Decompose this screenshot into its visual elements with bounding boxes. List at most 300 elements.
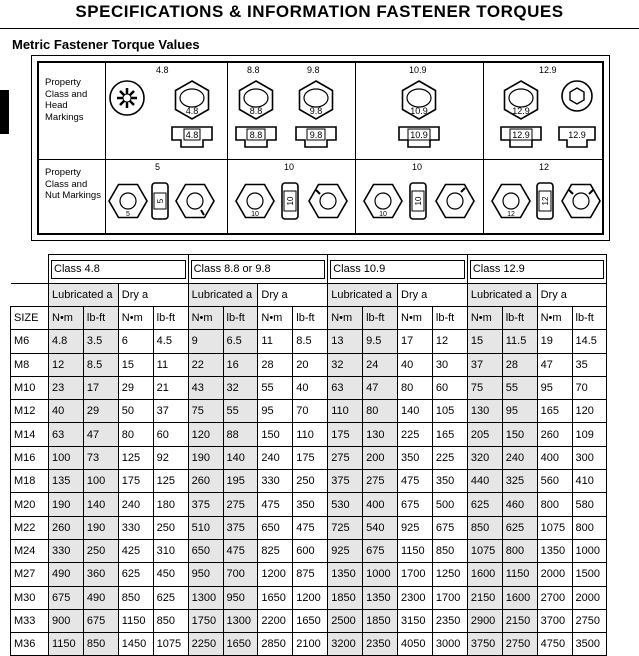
torque-cell: 475: [258, 493, 293, 516]
table-row: [11, 609, 607, 632]
table-row: [11, 493, 607, 516]
torque-cell: 190: [83, 516, 118, 539]
unit-header-lbft: lb-ft: [363, 307, 398, 330]
torque-cell: 22: [188, 353, 223, 376]
size-cell: M20: [11, 493, 49, 516]
torque-cell: 73: [83, 446, 118, 469]
torque-cell: 23: [49, 376, 84, 399]
torque-cell: 21: [153, 376, 188, 399]
torque-cell: 850: [118, 586, 153, 609]
torque-cell: 800: [502, 539, 537, 562]
svg-text:9.8: 9.8: [309, 130, 323, 140]
torque-cell: 530: [328, 493, 363, 516]
torque-cell: 950: [188, 563, 223, 586]
unit-header-nm: N•m: [398, 307, 433, 330]
torque-cell: 1075: [467, 539, 502, 562]
nut-side-icon: [537, 183, 553, 219]
title-rule: [0, 28, 639, 29]
svg-text:5: 5: [126, 211, 130, 218]
torque-cell: 2000: [572, 586, 607, 609]
class-header: Class 4.8: [49, 255, 189, 284]
torque-cell: 37: [467, 353, 502, 376]
unit-header-nm: N•m: [188, 307, 223, 330]
hex-head-icon: [403, 81, 436, 119]
torque-cell: 55: [223, 400, 258, 423]
torque-cell: 2700: [537, 586, 572, 609]
torque-cell: 310: [153, 539, 188, 562]
torque-cell: 60: [153, 423, 188, 446]
table-row: [11, 539, 607, 562]
blank-corner-cell: [11, 255, 49, 284]
bolt-side-icon: [501, 127, 541, 147]
svg-text:8.8: 8.8: [249, 130, 263, 140]
hex-nut-notched-icon: [309, 185, 347, 218]
torque-cell: 225: [432, 446, 467, 469]
svg-text:10: 10: [251, 211, 259, 218]
torque-cell: 80: [398, 376, 433, 399]
size-cell: M30: [11, 586, 49, 609]
torque-cell: 109: [572, 423, 607, 446]
unit-header-nm: N•m: [537, 307, 572, 330]
torque-cell: 16: [223, 353, 258, 376]
unit-header-nm: N•m: [258, 307, 293, 330]
torque-cell: 3150: [398, 609, 433, 632]
torque-cell: 150: [258, 423, 293, 446]
torque-cell: 2500: [328, 609, 363, 632]
nut-grade-label: 10: [284, 162, 295, 172]
torque-cell: 850: [467, 516, 502, 539]
table-row: [11, 633, 607, 656]
torque-cell: 800: [572, 516, 607, 539]
torque-cell: 2150: [502, 609, 537, 632]
socket-bolt-side-icon: [559, 127, 595, 147]
torque-cell: 500: [432, 493, 467, 516]
torque-cell: 47: [363, 376, 398, 399]
torque-cell: 130: [363, 423, 398, 446]
torque-cell: 135: [49, 470, 84, 493]
torque-cell: 300: [572, 446, 607, 469]
svg-text:10: 10: [414, 196, 423, 206]
torque-cell: 440: [467, 470, 502, 493]
torque-cell: 80: [118, 423, 153, 446]
torque-cell: 60: [432, 376, 467, 399]
size-cell: M10: [11, 376, 49, 399]
torque-cell: 70: [293, 400, 328, 423]
torque-cell: 1200: [258, 563, 293, 586]
class-header-row: [11, 255, 607, 284]
torque-cell: 375: [188, 493, 223, 516]
bolt-side-icon: [236, 127, 276, 147]
unit-header-nm: N•m: [118, 307, 153, 330]
torque-cell: 2850: [258, 633, 293, 656]
torque-cell: 1700: [398, 563, 433, 586]
torque-cell: 175: [118, 470, 153, 493]
torque-cell: 900: [49, 609, 84, 632]
torque-cell: 490: [49, 563, 84, 586]
torque-cell: 32: [328, 353, 363, 376]
torque-cell: 275: [223, 493, 258, 516]
torque-cell: 70: [572, 376, 607, 399]
torque-cell: 490: [83, 586, 118, 609]
torque-cell: 14.5: [572, 330, 607, 353]
torque-cell: 560: [537, 470, 572, 493]
torque-cell: 725: [328, 516, 363, 539]
torque-cell: 320: [467, 446, 502, 469]
torque-cell: 63: [49, 423, 84, 446]
torque-table: [10, 254, 607, 656]
blank-corner-cell: [11, 284, 49, 307]
markings-figure: [31, 55, 610, 241]
torque-cell: 95: [537, 376, 572, 399]
torque-cell: 425: [118, 539, 153, 562]
torque-cell: 650: [188, 539, 223, 562]
nut-grade-label: 5: [155, 162, 161, 172]
size-cell: M33: [11, 609, 49, 632]
torque-cell: 580: [572, 493, 607, 516]
torque-cell: 625: [502, 516, 537, 539]
torque-cell: 410: [572, 470, 607, 493]
torque-cell: 600: [293, 539, 328, 562]
bolt-side-icon: [296, 127, 336, 147]
table-row: [11, 563, 607, 586]
torque-cell: 475: [293, 516, 328, 539]
markings-illustrations: [39, 63, 606, 237]
torque-cell: 63: [328, 376, 363, 399]
torque-cell: 1250: [432, 563, 467, 586]
torque-cell: 1300: [223, 609, 258, 632]
torque-cell: 825: [258, 539, 293, 562]
size-cell: M22: [11, 516, 49, 539]
torque-cell: 1650: [293, 609, 328, 632]
torque-cell: 675: [432, 516, 467, 539]
hex-head-icon: [176, 81, 209, 119]
dry-header: Dry a: [537, 284, 607, 307]
size-cell: M27: [11, 563, 49, 586]
torque-cell: 240: [502, 446, 537, 469]
torque-cell: 100: [49, 446, 84, 469]
torque-cell: 120: [572, 400, 607, 423]
torque-cell: 675: [83, 609, 118, 632]
size-cell: M16: [11, 446, 49, 469]
svg-text:12.9: 12.9: [512, 130, 530, 140]
torque-cell: 180: [153, 493, 188, 516]
torque-cell: 240: [258, 446, 293, 469]
torque-cell: 1750: [188, 609, 223, 632]
table-row: [11, 516, 607, 539]
lubricated-header: Lubricated a: [188, 284, 258, 307]
nut-side-icon: [282, 183, 298, 219]
torque-cell: 850: [83, 633, 118, 656]
torque-cell: 80: [363, 400, 398, 423]
torque-cell: 1600: [467, 563, 502, 586]
head-grade-label: 9.8: [307, 65, 320, 75]
torque-cell: 675: [49, 586, 84, 609]
torque-cell: 3200: [328, 633, 363, 656]
nut-side-icon: [152, 183, 168, 219]
torque-cell: 625: [118, 563, 153, 586]
torque-cell: 330: [118, 516, 153, 539]
torque-cell: 350: [432, 470, 467, 493]
torque-cell: 375: [328, 470, 363, 493]
torque-cell: 140: [83, 493, 118, 516]
torque-cell: 2250: [188, 633, 223, 656]
torque-cell: 360: [83, 563, 118, 586]
dry-header: Dry a: [398, 284, 468, 307]
torque-cell: 1350: [328, 563, 363, 586]
torque-cell: 29: [83, 400, 118, 423]
torque-cell: 450: [153, 563, 188, 586]
unit-header-nm: N•m: [328, 307, 363, 330]
torque-cell: 1650: [223, 633, 258, 656]
torque-cell: 1450: [118, 633, 153, 656]
svg-text:9.8: 9.8: [309, 106, 323, 116]
torque-cell: 205: [467, 423, 502, 446]
torque-cell: 875: [293, 563, 328, 586]
torque-cell: 250: [153, 516, 188, 539]
svg-text:12.9: 12.9: [568, 130, 586, 140]
unit-header-lbft: lb-ft: [432, 307, 467, 330]
torque-cell: 1150: [398, 539, 433, 562]
svg-text:12: 12: [507, 211, 515, 218]
torque-cell: 15: [118, 353, 153, 376]
torque-cell: 950: [223, 586, 258, 609]
torque-cell: 43: [188, 376, 223, 399]
torque-cell: 275: [328, 446, 363, 469]
torque-cell: 3.5: [83, 330, 118, 353]
socket-head-icon: [562, 81, 592, 111]
torque-cell: 275: [363, 470, 398, 493]
class-header: Class 10.9: [328, 255, 468, 284]
torque-cell: 2200: [258, 609, 293, 632]
torque-cell: 47: [83, 423, 118, 446]
torque-cell: 165: [432, 423, 467, 446]
bolt-side-icon: [399, 127, 439, 147]
torque-cell: 195: [223, 470, 258, 493]
torque-cell: 28: [502, 353, 537, 376]
hex-nut-notched-icon: [436, 185, 474, 218]
torque-cell: 1300: [188, 586, 223, 609]
units-header-row: [11, 307, 607, 330]
torque-cell: 6.5: [223, 330, 258, 353]
hex-nut-notched-icon: [562, 185, 600, 218]
torque-cell: 125: [118, 446, 153, 469]
torque-cell: 120: [188, 423, 223, 446]
torque-cell: 850: [432, 539, 467, 562]
torque-cell: 375: [223, 516, 258, 539]
torque-cell: 260: [537, 423, 572, 446]
svg-text:4.8: 4.8: [185, 130, 199, 140]
torque-cell: 650: [258, 516, 293, 539]
condition-header-row: [11, 284, 607, 307]
torque-cell: 28: [258, 353, 293, 376]
torque-cell: 50: [118, 400, 153, 423]
torque-cell: 1600: [502, 586, 537, 609]
nut-side-icon: [410, 183, 426, 219]
hex-head-icon: [505, 81, 538, 119]
torque-cell: 37: [153, 400, 188, 423]
torque-cell: 175: [293, 446, 328, 469]
torque-cell: 190: [188, 446, 223, 469]
torque-cell: 1150: [49, 633, 84, 656]
torque-cell: 110: [328, 400, 363, 423]
torque-cell: 15: [467, 330, 502, 353]
torque-cell: 40: [293, 376, 328, 399]
torque-cell: 1850: [363, 609, 398, 632]
svg-text:10: 10: [286, 196, 295, 206]
torque-cell: 17: [398, 330, 433, 353]
head-grade-label: 12.9: [539, 65, 557, 75]
torque-cell: 6: [118, 330, 153, 353]
torque-cell: 1075: [537, 516, 572, 539]
torque-cell: 105: [432, 400, 467, 423]
torque-cell: 17: [83, 376, 118, 399]
section-title: Metric Fastener Torque Values: [12, 37, 200, 52]
unit-header-lbft: lb-ft: [83, 307, 118, 330]
unit-header-lbft: lb-ft: [293, 307, 328, 330]
side-tab-marker: [0, 90, 9, 134]
size-cell: M24: [11, 539, 49, 562]
svg-text:10: 10: [379, 211, 387, 218]
torque-cell: 40: [49, 400, 84, 423]
hex-nut-face-icon: [109, 185, 147, 219]
table-row: [11, 353, 607, 376]
torque-cell: 20: [293, 353, 328, 376]
nut-grade-label: 12: [539, 162, 550, 172]
table-row: [11, 400, 607, 423]
svg-text:12.9: 12.9: [512, 106, 530, 116]
torque-cell: 2350: [432, 609, 467, 632]
torque-cell: 75: [467, 376, 502, 399]
head-markings-label: Property Class and Head Markings: [45, 77, 88, 123]
torque-cell: 675: [363, 539, 398, 562]
torque-cell: 1150: [118, 609, 153, 632]
torque-cell: 165: [537, 400, 572, 423]
unit-header-lbft: lb-ft: [153, 307, 188, 330]
torque-cell: 510: [188, 516, 223, 539]
torque-cell: 110: [293, 423, 328, 446]
torque-cell: 95: [258, 400, 293, 423]
torque-cell: 9: [188, 330, 223, 353]
unit-header-lbft: lb-ft: [502, 307, 537, 330]
torque-cell: 140: [223, 446, 258, 469]
size-cell: M12: [11, 400, 49, 423]
torque-cell: 9.5: [363, 330, 398, 353]
torque-cell: 325: [502, 470, 537, 493]
torque-cell: 330: [49, 539, 84, 562]
torque-cell: 475: [223, 539, 258, 562]
torque-cell: 350: [398, 446, 433, 469]
head-grade-label: 8.8: [247, 65, 260, 75]
table-row: [11, 376, 607, 399]
torque-cell: 8.5: [293, 330, 328, 353]
bolt-side-icon: [172, 127, 212, 147]
torque-cell: 2000: [537, 563, 572, 586]
class-header: Class 8.8 or 9.8: [188, 255, 328, 284]
torque-cell: 55: [502, 376, 537, 399]
torque-cell: 200: [363, 446, 398, 469]
torque-cell: 1850: [328, 586, 363, 609]
table-row: [11, 586, 607, 609]
torque-cell: 2750: [572, 609, 607, 632]
torque-cell: 4750: [537, 633, 572, 656]
torque-cell: 190: [49, 493, 84, 516]
torque-cell: 35: [572, 353, 607, 376]
torque-cell: 92: [153, 446, 188, 469]
torque-cell: 8.5: [83, 353, 118, 376]
torque-cell: 2300: [398, 586, 433, 609]
torque-cell: 1500: [572, 563, 607, 586]
torque-cell: 175: [328, 423, 363, 446]
table-row: [11, 446, 607, 469]
nut-grade-label: 10: [412, 162, 423, 172]
hex-nut-face-icon: [364, 185, 402, 219]
torque-cell: 12: [432, 330, 467, 353]
torque-cell: 250: [293, 470, 328, 493]
torque-cell: 250: [83, 539, 118, 562]
torque-cell: 2350: [363, 633, 398, 656]
torque-cell: 19: [537, 330, 572, 353]
torque-cell: 925: [398, 516, 433, 539]
torque-cell: 125: [153, 470, 188, 493]
torque-cell: 1650: [258, 586, 293, 609]
torque-cell: 11.5: [502, 330, 537, 353]
torque-cell: 240: [118, 493, 153, 516]
torque-cell: 225: [398, 423, 433, 446]
torque-cell: 32: [223, 376, 258, 399]
unit-header-nm: N•m: [467, 307, 502, 330]
torque-cell: 1350: [537, 539, 572, 562]
torque-cell: 400: [537, 446, 572, 469]
torque-cell: 400: [363, 493, 398, 516]
torque-cell: 260: [188, 470, 223, 493]
torque-cell: 925: [328, 539, 363, 562]
torque-cell: 130: [467, 400, 502, 423]
torque-cell: 540: [363, 516, 398, 539]
torque-cell: 460: [502, 493, 537, 516]
torque-cell: 260: [49, 516, 84, 539]
dry-header: Dry a: [118, 284, 188, 307]
size-cell: M14: [11, 423, 49, 446]
size-cell: M36: [11, 633, 49, 656]
svg-text:10.9: 10.9: [410, 106, 428, 116]
svg-text:4.8: 4.8: [185, 106, 199, 116]
lubricated-header: Lubricated a: [49, 284, 119, 307]
torque-cell: 3700: [537, 609, 572, 632]
hex-nut-notched-icon: [176, 185, 214, 218]
torque-cell: 2100: [293, 633, 328, 656]
svg-text:12: 12: [541, 196, 550, 206]
torque-cell: 1150: [502, 563, 537, 586]
torque-cell: 12: [49, 353, 84, 376]
size-cell: M6: [11, 330, 49, 353]
torque-cell: 675: [398, 493, 433, 516]
torque-cell: 4.8: [49, 330, 84, 353]
torque-cell: 47: [537, 353, 572, 376]
torque-cell: 3750: [467, 633, 502, 656]
torque-cell: 29: [118, 376, 153, 399]
table-row: [11, 470, 607, 493]
hex-nut-face-icon: [236, 185, 274, 219]
torque-cell: 850: [153, 609, 188, 632]
torque-cell: 4050: [398, 633, 433, 656]
lubricated-header: Lubricated a: [328, 284, 398, 307]
torque-cell: 1350: [363, 586, 398, 609]
torque-cell: 1000: [363, 563, 398, 586]
head-grade-label: 10.9: [409, 65, 427, 75]
torque-cell: 625: [467, 493, 502, 516]
torque-cell: 475: [398, 470, 433, 493]
torque-cell: 625: [153, 586, 188, 609]
